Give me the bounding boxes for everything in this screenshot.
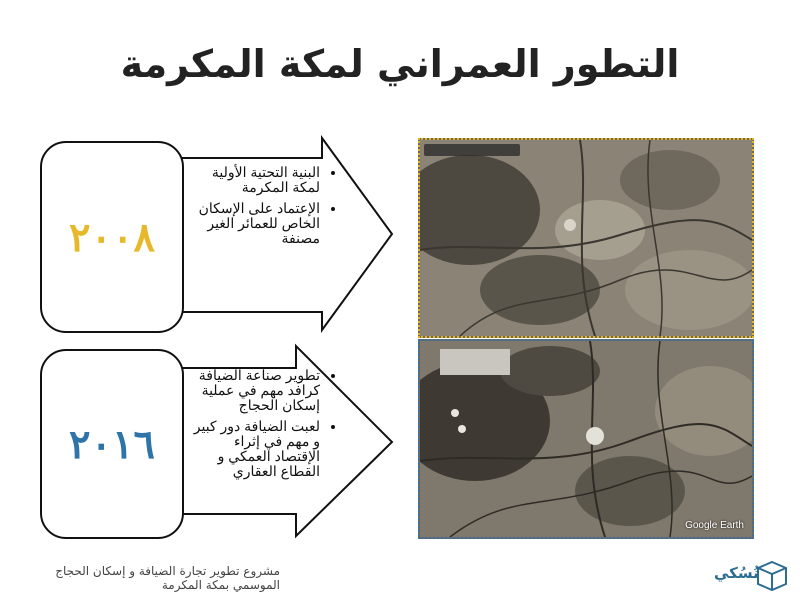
year-box-2016: ٢٠١٦ (40, 349, 184, 539)
footer-project-title: مشروع تطوير تجارة الضيافة و إسكان الحجاج الموسمي بمكة المكرمة (55, 564, 280, 592)
page-title: التطور العمراني لمكة المكرمة (120, 42, 680, 86)
box-icon (716, 556, 788, 592)
map-toolbar (424, 144, 520, 156)
google-earth-watermark: Google Earth (685, 520, 744, 531)
year-box-2008: ٢٠٠٨ (40, 141, 184, 333)
satellite-texture (420, 140, 752, 336)
bullet-list-2016 (186, 368, 336, 485)
bullet-item: • لعبت الضيافة دور كبير و مهم في إثراء الإقتصاد العمكي و القطاع العقاري (186, 419, 320, 479)
bullet-item: • الإعتماد على الإسكان الخاص للعمائر الغير مصنفة (186, 201, 320, 246)
satellite-image-2008 (418, 138, 754, 338)
satellite-texture (420, 341, 752, 537)
satellite-image-2016 (418, 339, 754, 539)
logo-text: نُسُكي (714, 564, 759, 582)
bullet-list-2008 (186, 165, 336, 252)
bullet-item: • البنية التحتية الأولية لمكة المكرمة (186, 165, 320, 195)
bullet-item: • تطوير صناعة الضيافة كرافد مهم في عملية إسكان الحجاج (186, 368, 320, 413)
